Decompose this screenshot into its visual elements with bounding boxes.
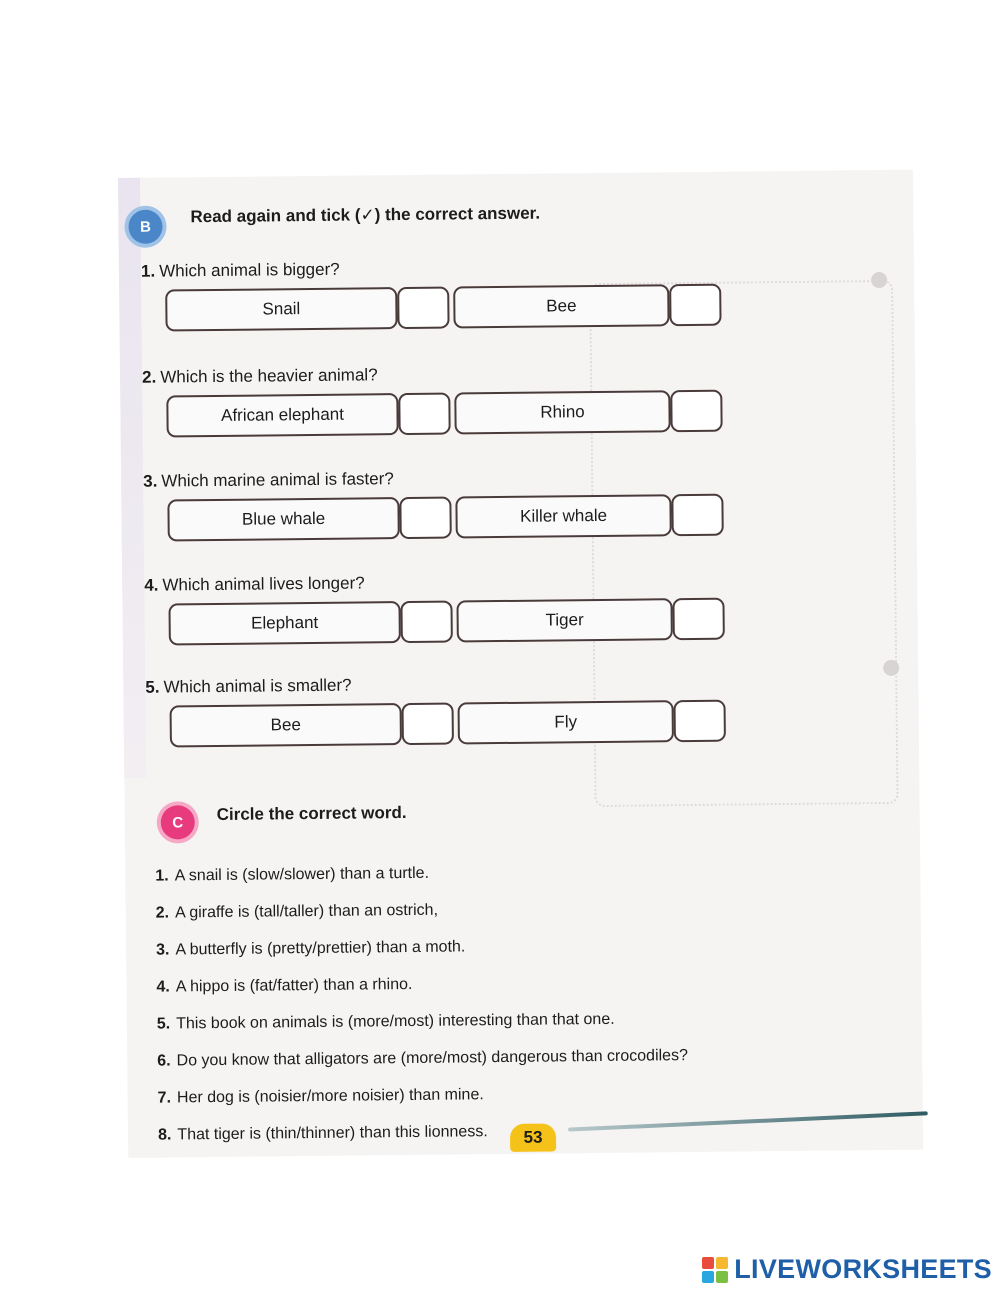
- logo-grid-icon: [702, 1257, 728, 1283]
- tick-box[interactable]: [400, 601, 452, 644]
- bleed-dot: [871, 272, 887, 288]
- question-text: Which animal lives longer?: [162, 573, 365, 595]
- sentence-text[interactable]: A hippo is (fat/fatter) than a rhino.: [175, 975, 413, 996]
- bleed-dot: [883, 660, 899, 676]
- sentence-3[interactable]: [156, 938, 465, 959]
- sentence-number: 1.: [155, 867, 169, 885]
- sentence-text[interactable]: That tiger is (thin/thinner) than this lionness.: [177, 1123, 488, 1144]
- sentence-4[interactable]: [156, 976, 412, 997]
- sentence-number: 3.: [155, 941, 170, 959]
- question-text: Which animal is bigger?: [159, 259, 340, 281]
- sentence-number: 5.: [156, 1015, 171, 1033]
- question-number: 4.: [144, 575, 159, 595]
- section-b-badge: B: [128, 210, 162, 244]
- page-number: 53: [510, 1123, 556, 1151]
- answer-option: Snail: [165, 287, 397, 331]
- question-5: [145, 676, 351, 698]
- sentence-1[interactable]: [155, 865, 429, 886]
- sentence-text[interactable]: A snail is (slow/slower) than a turtle.: [174, 864, 430, 885]
- sentence-text[interactable]: Her dog is (noisier/more noisier) than mine.: [176, 1086, 484, 1107]
- question-number: 3.: [143, 471, 158, 491]
- tick-box[interactable]: [673, 700, 725, 743]
- sentence-2[interactable]: [156, 902, 438, 923]
- tick-box[interactable]: [397, 287, 449, 330]
- logo-square: [702, 1257, 714, 1269]
- tick-box[interactable]: [669, 284, 721, 327]
- sentence-number: 4.: [156, 978, 170, 996]
- answer-option: Rhino: [454, 390, 670, 434]
- sentence-number: 8.: [157, 1126, 172, 1144]
- sentence-number: 7.: [157, 1089, 172, 1107]
- question-number: 2.: [141, 367, 157, 387]
- sentence-6[interactable]: [157, 1047, 688, 1071]
- logo-square: [702, 1271, 714, 1283]
- question-4: [144, 573, 365, 595]
- sentence-number: 6.: [157, 1052, 171, 1070]
- section-c-instruction: Circle the correct word.: [216, 803, 407, 825]
- question-text: Which animal is smaller?: [163, 675, 352, 697]
- answer-option: Elephant: [168, 601, 400, 645]
- question-2: [142, 365, 378, 387]
- sentence-text[interactable]: This book on animals is (more/most) interesting than that one.: [176, 1010, 615, 1033]
- tick-box[interactable]: [398, 393, 450, 436]
- sentence-7[interactable]: [158, 1086, 484, 1107]
- sentence-text[interactable]: Do you know that alligators are (more/most) dangerous than crocodiles?: [176, 1047, 689, 1070]
- question-number: 5.: [145, 677, 160, 697]
- answer-option: Killer whale: [455, 494, 671, 538]
- answer-option: Bee: [170, 703, 402, 747]
- sentence-text[interactable]: A butterfly is (pretty/prettier) than a moth.: [175, 938, 466, 959]
- section-c-badge: C: [161, 805, 195, 839]
- answer-option: African elephant: [166, 393, 398, 437]
- logo-text: LIVEWORKSHEETS: [734, 1254, 992, 1284]
- question-text: Which is the heavier animal?: [160, 365, 378, 387]
- sentence-8[interactable]: [158, 1123, 488, 1144]
- question-text: Which marine animal is faster?: [161, 469, 394, 491]
- tick-box[interactable]: [399, 497, 451, 540]
- question-1: [141, 260, 340, 282]
- tick-box[interactable]: [671, 494, 723, 537]
- answer-option: Bee: [453, 284, 669, 328]
- sentence-number: 2.: [155, 904, 170, 922]
- answer-option: Blue whale: [167, 497, 399, 541]
- liveworksheets-logo: [702, 1254, 992, 1285]
- question-number: 1.: [140, 261, 156, 281]
- logo-square: [716, 1257, 728, 1269]
- answer-option: Tiger: [456, 598, 672, 642]
- tick-box[interactable]: [402, 703, 454, 746]
- footer-rule: [568, 1111, 928, 1131]
- tick-box[interactable]: [672, 598, 724, 641]
- logo-square: [716, 1271, 728, 1283]
- tick-box[interactable]: [670, 390, 722, 433]
- sentence-text[interactable]: A giraffe is (tall/taller) than an ostrich,: [174, 901, 439, 922]
- answer-option: Fly: [458, 700, 674, 744]
- question-3: [143, 469, 394, 492]
- worksheet-page: [118, 170, 923, 1158]
- section-b-instruction: Read again and tick (✓) the correct answer.: [190, 203, 541, 227]
- sentence-5[interactable]: [157, 1011, 615, 1034]
